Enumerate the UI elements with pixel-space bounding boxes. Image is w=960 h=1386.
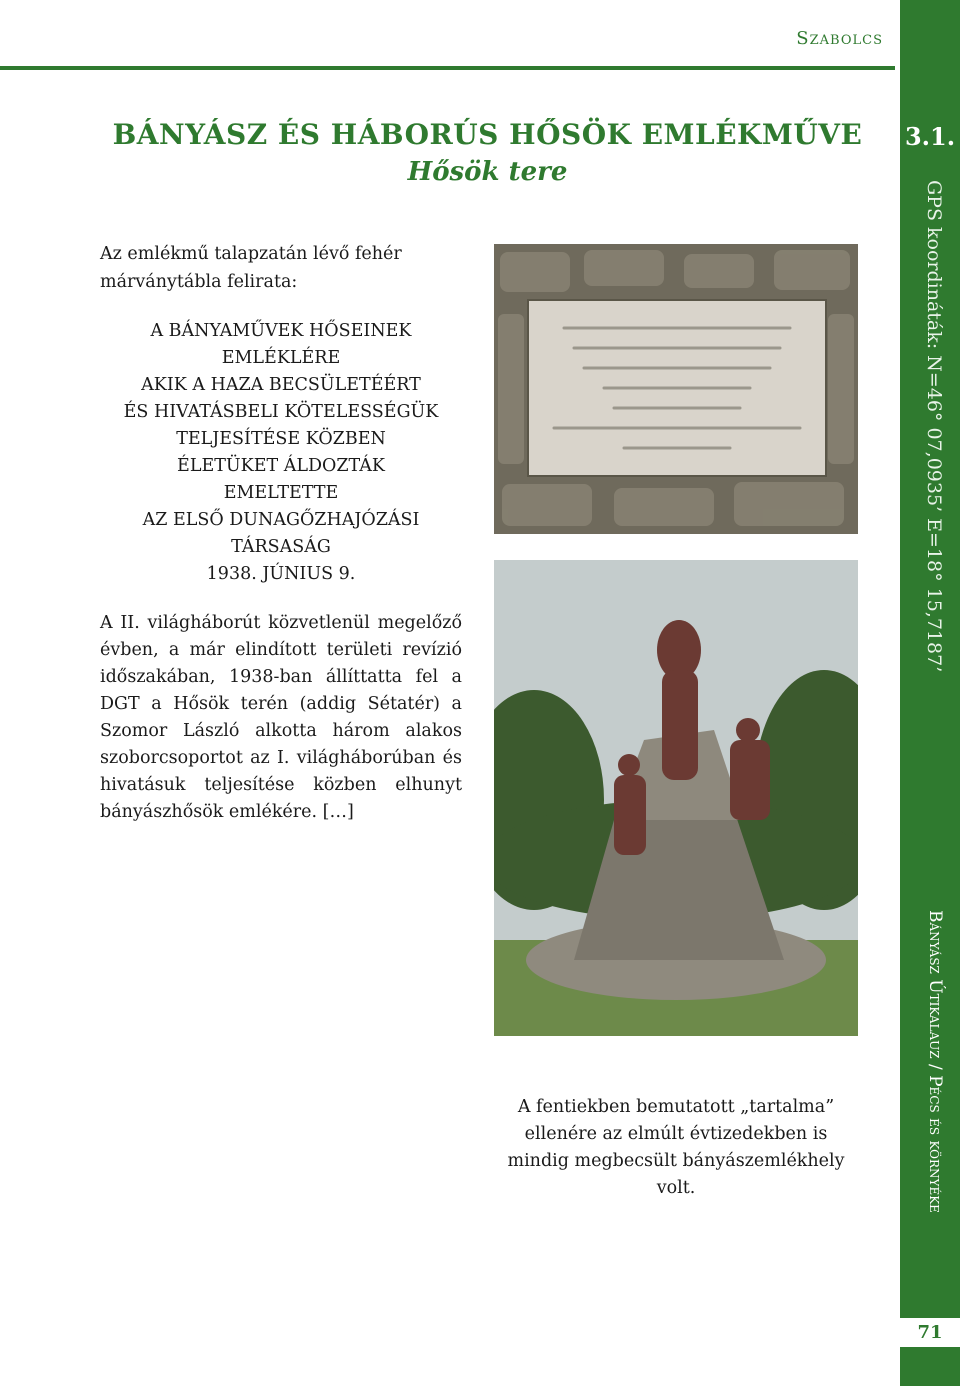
inscription	[100, 318, 462, 588]
section-number: 3.1.	[904, 122, 956, 151]
page-title: BÁNYÁSZ ÉS HÁBORÚS HŐSÖK EMLÉKMŰVE	[112, 118, 863, 151]
monument-photo-image	[494, 560, 858, 1036]
photo-caption: A fentiekben bemutatott „tartalma” ellenére az elmúlt évtizedekben is mindig megbecsült bányászemlékhely volt.	[507, 1096, 845, 1198]
running-head	[0, 0, 895, 72]
page-title-block	[100, 118, 875, 187]
guide-title: Bányász Útikalauz / Pécs és környéke	[925, 910, 945, 1213]
gps-coordinates: GPS koordináták: N=46° 07,0935’ E=18° 15,7187’	[923, 180, 945, 673]
sidebar	[900, 0, 960, 1386]
inscription-line: TÁRSASÁG	[231, 537, 331, 557]
inscription-line: 1938. JÚNIUS 9.	[206, 564, 356, 584]
inscription-line: EMELTETTE	[223, 483, 339, 503]
inscription-line: TELJESÍTÉSE KÖZBEN	[176, 429, 386, 449]
inscription-line: A BÁNYAMŰVEK HŐSEINEK	[150, 321, 412, 341]
page-subtitle: Hősök tere	[407, 157, 568, 187]
inscription-line: ÉLETÜKET ÁLDOZTÁK	[177, 456, 385, 476]
inscription-line: ÉS HIVATÁSBELI KÖTELESSÉGÜK	[123, 402, 439, 422]
inscription-line: AKIK A HAZA BECSÜLETÉÉRT	[141, 375, 421, 395]
left-column	[100, 240, 462, 826]
author-name: Szabolcs	[796, 28, 883, 49]
page-number: 71	[900, 1318, 960, 1347]
inscription-line: AZ ELSŐ DUNAGŐZHAJÓZÁSI	[142, 510, 420, 530]
plaque-photo-image	[494, 244, 858, 534]
intro-text: Az emlékmű talapzatán lévő fehér márványtábla felirata:	[100, 244, 402, 292]
inscription-line: EMLÉKLÉRE	[221, 348, 341, 368]
monument-photo	[494, 560, 858, 1036]
header-rule	[0, 66, 895, 70]
plaque-photo	[494, 244, 858, 534]
body-text: A II. világháborút közvetlenül megelőző évben, a már elindított területi revízió időszakában, 1938-ban állíttatta fel a DGT a Hősök terén (addig Sétatér) a Szomor László alkotta három alakos szoborcsoportot az I. világháborúban és hivatásuk teljesítése közben elhunyt bányászhősök emlékére. […]	[100, 613, 462, 822]
